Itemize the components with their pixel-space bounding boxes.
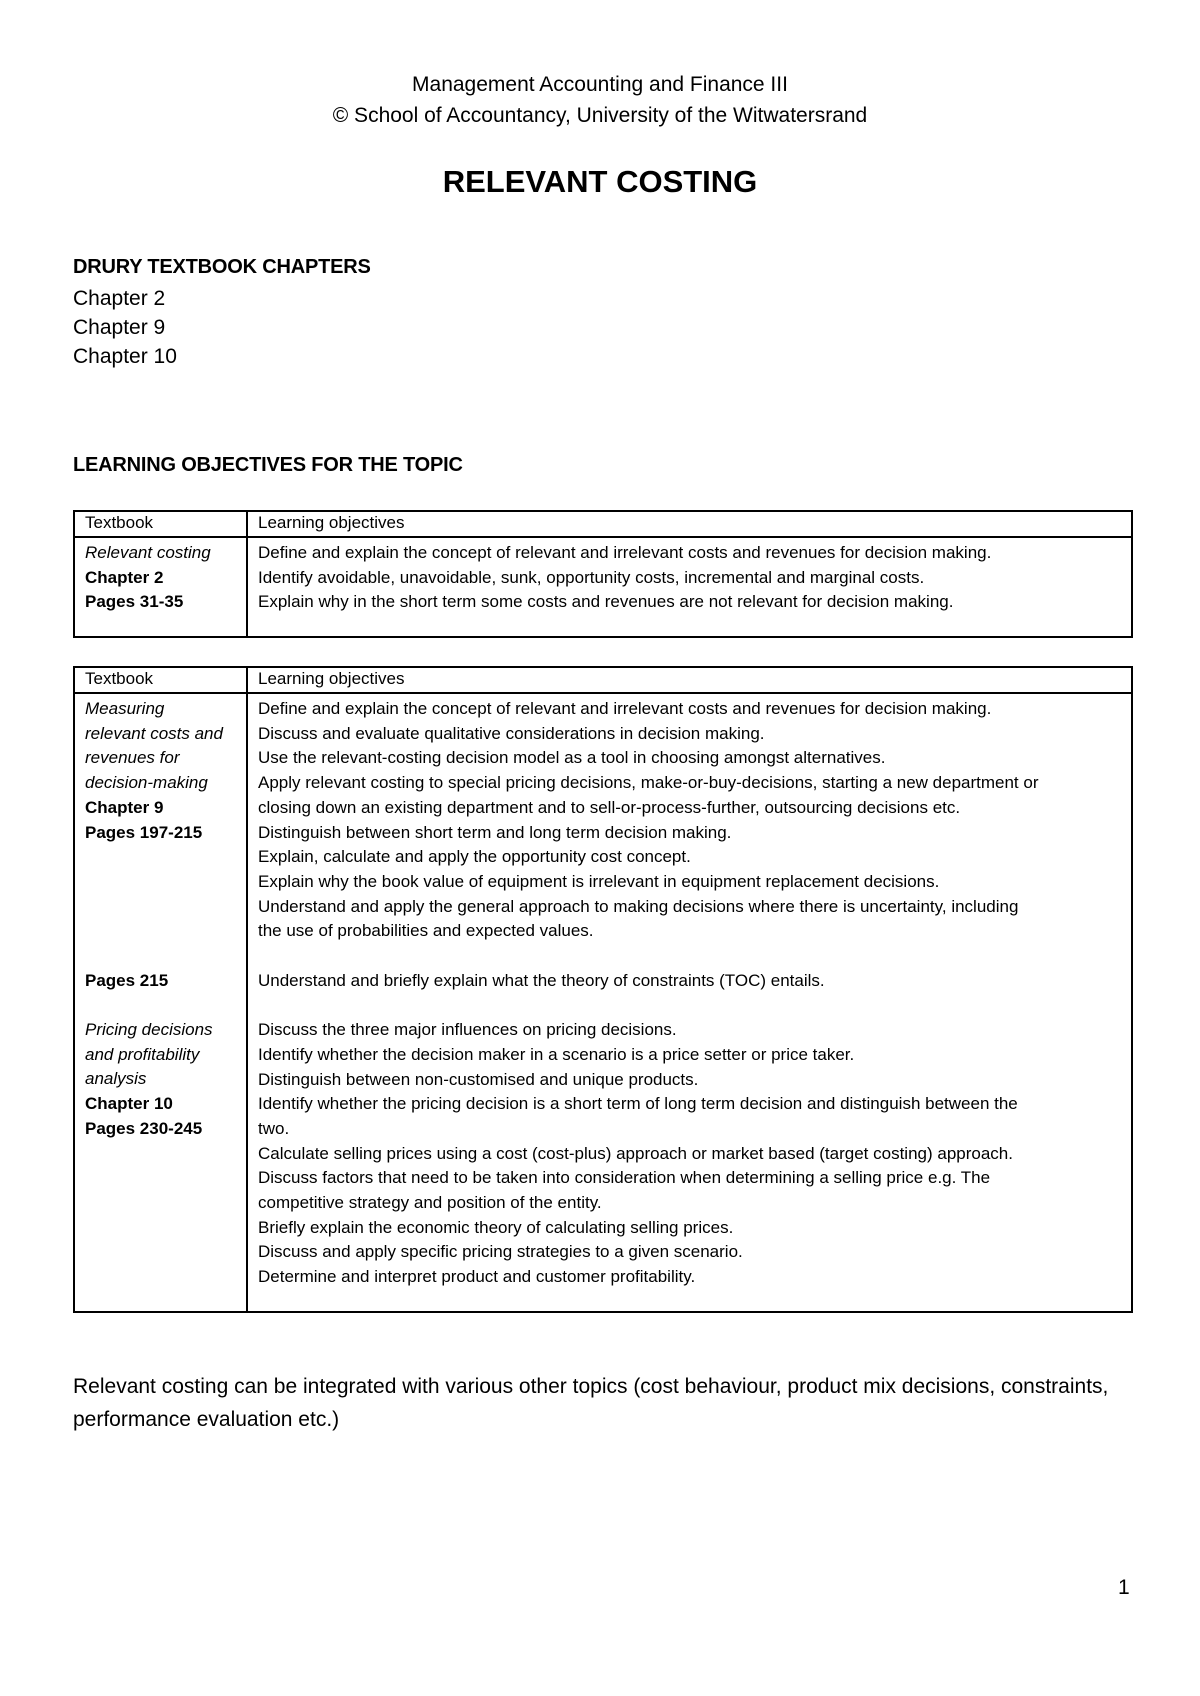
objectives-heading: LEARNING OBJECTIVES FOR THE TOPIC	[73, 454, 463, 476]
table-header-row	[75, 512, 1131, 538]
chapter-ref: Chapter 9	[85, 797, 164, 817]
chapter-list	[73, 284, 177, 371]
chapter-ref: Chapter 2	[85, 567, 164, 587]
section-name: decision-making	[85, 773, 208, 793]
copyright-line: © School of Accountancy, University of the Witwatersrand	[332, 104, 868, 127]
objective-item: Discuss and evaluate qualitative considerations in decision making.	[258, 723, 765, 743]
page-ref: Pages 230-245	[85, 1118, 203, 1138]
drury-heading: DRURY TEXTBOOK CHAPTERS	[73, 256, 371, 278]
objective-item: Discuss factors that need to be taken into consideration when determining a selling price e.g. The	[258, 1168, 991, 1188]
objective-item: two.	[258, 1118, 290, 1138]
objective-item: Identify avoidable, unavoidable, sunk, opportunity costs, incremental and marginal costs.	[258, 567, 925, 587]
section-name: Relevant costing	[85, 543, 211, 562]
objective-item: Understand and briefly explain what the theory of constraints (TOC) entails.	[258, 970, 825, 990]
section-name: revenues for	[85, 748, 180, 768]
textbook-cell	[75, 694, 248, 1313]
course-title: Management Accounting and Finance III	[412, 73, 788, 96]
header-textbook: Textbook	[75, 512, 248, 536]
textbook-cell	[75, 538, 248, 638]
objective-item: Distinguish between non-customised and unique products.	[258, 1069, 699, 1089]
objective-item: Explain why the book value of equipment is irrelevant in equipment replacement decisions.	[258, 871, 940, 891]
objective-item: Apply relevant costing to special pricing decisions, make-or-buy-decisions, starting a new department or	[258, 773, 1039, 793]
chapter-item: Chapter 2	[73, 287, 166, 310]
objectives-cell	[248, 694, 1131, 1313]
section-name: Measuring	[85, 699, 165, 718]
section-name: relevant costs and	[85, 723, 223, 743]
objective-item: Identify whether the decision maker in a scenario is a price setter or price taker.	[258, 1044, 855, 1064]
chapter-item: Chapter 10	[73, 345, 177, 368]
section-name: analysis	[85, 1069, 147, 1089]
objective-item: Discuss the three major influences on pricing decisions.	[258, 1020, 677, 1040]
section-name: Pricing decisions	[85, 1020, 213, 1040]
header-objectives: Learning objectives	[258, 669, 405, 688]
page-ref: Pages 197-215	[85, 822, 203, 842]
objective-item: Define and explain the concept of relevant and irrelevant costs and revenues for decision making.	[258, 699, 992, 718]
page-title: RELEVANT COSTING	[442, 164, 758, 199]
objective-item: competitive strategy and position of the entity.	[258, 1193, 602, 1213]
objective-item: Understand and apply the general approach to making decisions where there is uncertainty, including	[258, 896, 1019, 916]
objective-item: Explain, calculate and apply the opportunity cost concept.	[258, 847, 691, 867]
objective-item: Calculate selling prices using a cost (cost-plus) approach or market based (target costing) approach.	[258, 1143, 1013, 1163]
objective-item: Use the relevant-costing decision model as a tool in choosing amongst alternatives.	[258, 748, 886, 768]
closing-paragraph: Relevant costing can be integrated with various other topics (cost behaviour, product mix decisions, constraints, performance evaluation etc.)	[73, 1375, 1109, 1431]
page-ref: Pages 215	[85, 970, 169, 990]
objectives-table-1	[73, 510, 1133, 638]
objective-item: Discuss and apply specific pricing strategies to a given scenario.	[258, 1242, 743, 1262]
objective-item: Determine and interpret product and customer profitability.	[258, 1267, 696, 1287]
objectives-cell	[248, 538, 1131, 638]
objective-item: Distinguish between short term and long term decision making.	[258, 822, 732, 842]
objective-item: closing down an existing department and to sell-or-process-further, outsourcing decisions etc.	[258, 797, 961, 817]
chapter-item: Chapter 9	[73, 316, 166, 339]
objective-item: the use of probabilities and expected values.	[258, 921, 594, 941]
objective-item: Define and explain the concept of relevant and irrelevant costs and revenues for decision making.	[258, 543, 992, 562]
table-header-row	[75, 668, 1131, 694]
header-objectives: Learning objectives	[258, 513, 405, 532]
header-textbook: Textbook	[75, 668, 248, 692]
table-body-row	[75, 538, 1131, 638]
page-number: 1	[1118, 1576, 1130, 1599]
section-name: and profitability	[85, 1044, 200, 1064]
objective-item: Briefly explain the economic theory of calculating selling prices.	[258, 1217, 734, 1237]
objectives-table-2	[73, 666, 1133, 1313]
objective-item: Identify whether the pricing decision is a short term of long term decision and distinguish between the	[258, 1094, 1018, 1114]
chapter-ref: Chapter 10	[85, 1094, 173, 1114]
table-body-row	[75, 694, 1131, 1313]
objective-item: Explain why in the short term some costs and revenues are not relevant for decision making.	[258, 592, 954, 612]
page-ref: Pages 31-35	[85, 592, 184, 612]
